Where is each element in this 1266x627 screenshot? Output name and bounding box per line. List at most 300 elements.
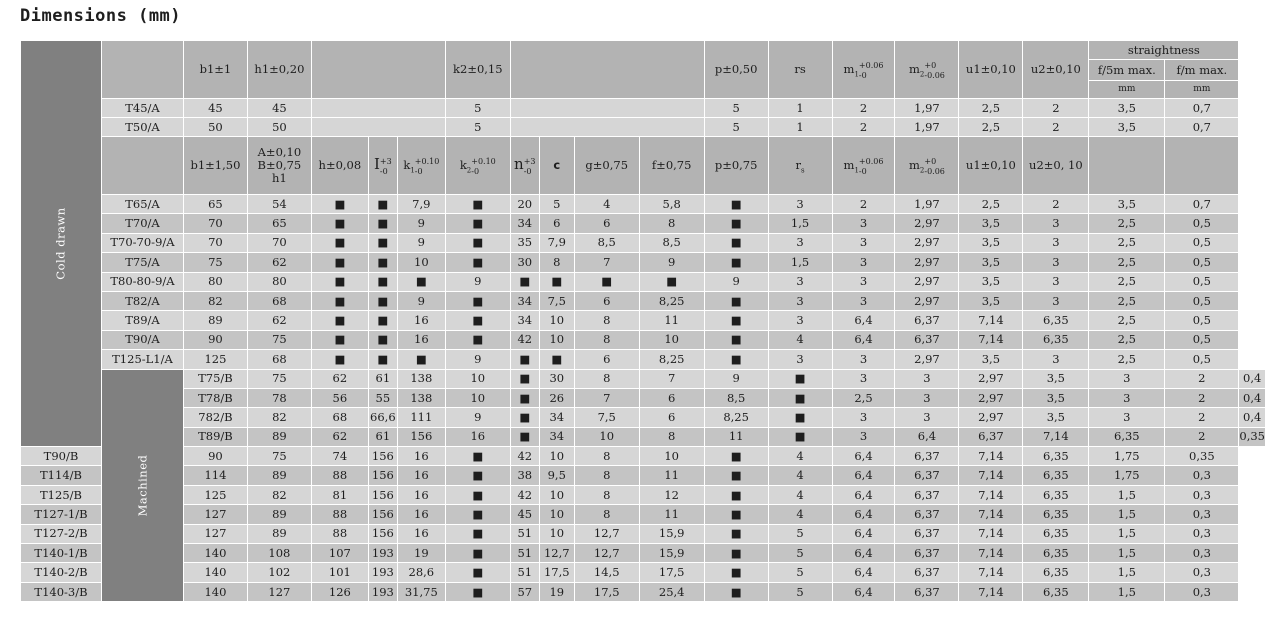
value-cell: 3,5 [1089, 118, 1165, 137]
value-cell: 114 [183, 466, 247, 485]
value-cell: ■ [311, 253, 368, 272]
value-cell: 156 [368, 466, 397, 485]
value-cell: 1,5 [1089, 544, 1165, 563]
header-g: g±0,75 [574, 137, 639, 195]
value-cell: 16 [445, 427, 510, 446]
type-cell: T75/A [101, 253, 183, 272]
table-row [21, 408, 1266, 427]
value-cell: 34 [539, 427, 574, 446]
value-cell: ■ [445, 195, 510, 214]
value-cell: 11 [639, 505, 704, 524]
header-type-2 [101, 137, 183, 195]
value-cell: 1,5 [1089, 563, 1165, 582]
value-cell: 5,8 [639, 195, 704, 214]
value-cell: 3 [768, 311, 832, 330]
value-cell: 9 [397, 233, 445, 252]
value-cell: 61 [368, 369, 397, 388]
type-cell: T125/B [21, 485, 102, 504]
value-cell: 68 [247, 350, 311, 369]
value-cell: ■ [445, 233, 510, 252]
value-cell: ■ [704, 563, 768, 582]
value-cell: 7,14 [959, 311, 1023, 330]
value-cell: 156 [368, 485, 397, 504]
type-cell: T89/A [101, 311, 183, 330]
value-cell: 2 [1165, 408, 1239, 427]
table-row [21, 505, 1266, 524]
value-cell: 6,35 [1023, 582, 1089, 601]
header-blank-2 [510, 41, 704, 99]
header-row-1 [21, 41, 1266, 60]
value-cell: ■ [704, 524, 768, 543]
value-cell: 2,97 [895, 291, 959, 310]
value-cell: 82 [183, 291, 247, 310]
value-cell: 102 [247, 563, 311, 582]
value-cell: 6,4 [832, 544, 895, 563]
k2-cell: 5 [445, 99, 510, 118]
group-machined: Machined [101, 369, 183, 602]
value-cell: 0,3 [1165, 582, 1239, 601]
type-cell: T127-2/B [21, 524, 102, 543]
value-cell: 1,97 [895, 195, 959, 214]
value-cell: ■ [368, 233, 397, 252]
value-cell: 17,5 [574, 582, 639, 601]
value-cell: ■ [768, 427, 832, 446]
value-cell: 2,97 [895, 214, 959, 233]
value-cell: 3,5 [959, 214, 1023, 233]
value-cell: 7,14 [959, 582, 1023, 601]
value-cell: 8,25 [704, 408, 768, 427]
value-cell: ■ [704, 544, 768, 563]
h1-cell: 45 [247, 99, 311, 118]
value-cell: 7,14 [959, 544, 1023, 563]
header-n: n+3 -0 [510, 137, 539, 195]
value-cell: ■ [704, 350, 768, 369]
value-cell: 6,37 [895, 524, 959, 543]
value-cell: 1,75 [1089, 447, 1165, 466]
value-cell: ■ [704, 195, 768, 214]
value-cell: 16 [397, 311, 445, 330]
table-row [21, 563, 1266, 582]
value-cell: 55 [368, 388, 397, 407]
value-cell: 0,5 [1165, 272, 1239, 291]
value-cell: 2,5 [1089, 311, 1165, 330]
value-cell: 0,7 [1165, 118, 1239, 137]
header-rs-2: $r_s$ [768, 137, 832, 195]
value-cell: 125 [183, 350, 247, 369]
value-cell: ■ [445, 505, 510, 524]
value-cell: ■ [704, 582, 768, 601]
value-cell: 16 [397, 330, 445, 349]
value-cell: 3 [1023, 214, 1089, 233]
value-cell: 0,35 [1239, 427, 1266, 446]
value-cell: ■ [311, 350, 368, 369]
value-cell: 3 [1089, 369, 1165, 388]
value-cell: 3 [832, 427, 895, 446]
table-row [21, 330, 1266, 349]
value-cell: 5 [768, 582, 832, 601]
value-cell: 74 [311, 447, 368, 466]
value-cell: 6,37 [895, 485, 959, 504]
value-cell: 10 [539, 505, 574, 524]
value-cell: 6,37 [895, 582, 959, 601]
value-cell: ■ [704, 466, 768, 485]
value-cell: ■ [704, 485, 768, 504]
value-cell: 156 [368, 447, 397, 466]
value-cell: 3,5 [959, 233, 1023, 252]
table-row [21, 253, 1266, 272]
value-cell: 1 [768, 99, 832, 118]
value-cell: 88 [311, 505, 368, 524]
blank-cell [510, 99, 704, 118]
type-cell: T89/B [183, 427, 247, 446]
type-cell: T90/B [21, 447, 102, 466]
value-cell: 3 [768, 291, 832, 310]
value-cell: 7,9 [397, 195, 445, 214]
value-cell: 6,4 [832, 563, 895, 582]
value-cell: 193 [368, 563, 397, 582]
table-row [21, 582, 1266, 601]
value-cell: 8,25 [639, 291, 704, 310]
value-cell: 6,37 [895, 544, 959, 563]
value-cell: ■ [445, 485, 510, 504]
value-cell: 89 [247, 524, 311, 543]
value-cell: 6,35 [1023, 447, 1089, 466]
header-h: h±0,08 [311, 137, 368, 195]
value-cell: 2 [832, 99, 895, 118]
value-cell: ■ [539, 350, 574, 369]
value-cell: 6,35 [1023, 563, 1089, 582]
value-cell: ■ [311, 311, 368, 330]
value-cell: 14,5 [574, 563, 639, 582]
value-cell: 6 [539, 214, 574, 233]
type-cell: T45/A [101, 99, 183, 118]
value-cell: 127 [183, 505, 247, 524]
value-cell: 75 [247, 330, 311, 349]
value-cell: 9 [704, 369, 768, 388]
value-cell: 12 [639, 485, 704, 504]
header-u2: u2±0,10 [1023, 41, 1089, 99]
value-cell: 156 [397, 427, 445, 446]
value-cell: 2,97 [959, 408, 1023, 427]
value-cell: 5 [768, 544, 832, 563]
value-cell: 8,5 [574, 233, 639, 252]
value-cell: 2,5 [1089, 253, 1165, 272]
type-cell: 782/B [183, 408, 247, 427]
value-cell: 7,14 [959, 485, 1023, 504]
header-m1: $m_1+0.06$ -0 [832, 41, 895, 99]
value-cell: 7,14 [959, 330, 1023, 349]
value-cell: 2,97 [959, 388, 1023, 407]
value-cell: ■ [704, 311, 768, 330]
value-cell: ■ [445, 582, 510, 601]
value-cell: 140 [183, 582, 247, 601]
value-cell: 7,9 [539, 233, 574, 252]
table-row [21, 118, 1266, 137]
value-cell: 8 [639, 214, 704, 233]
value-cell: 8 [574, 369, 639, 388]
value-cell: 62 [311, 427, 368, 446]
value-cell: ■ [368, 253, 397, 272]
header-u2-2: u2±0, 10 [1023, 137, 1089, 195]
value-cell: 6,35 [1023, 330, 1089, 349]
value-cell: 70 [183, 233, 247, 252]
value-cell: 4 [768, 330, 832, 349]
header-u1-2: u1±0,10 [959, 137, 1023, 195]
b1-cell: 50 [183, 118, 247, 137]
value-cell: 2,97 [895, 350, 959, 369]
value-cell: 9 [639, 253, 704, 272]
value-cell: 15,9 [639, 544, 704, 563]
table-row [21, 447, 1266, 466]
value-cell: 6,4 [895, 427, 959, 446]
value-cell: 89 [247, 466, 311, 485]
value-cell: 6 [639, 408, 704, 427]
value-cell: 3,5 [959, 291, 1023, 310]
value-cell: 38 [510, 466, 539, 485]
value-cell: 9 [704, 272, 768, 291]
value-cell: 62 [247, 311, 311, 330]
table-row [21, 544, 1266, 563]
value-cell: 42 [510, 447, 539, 466]
value-cell: 35 [510, 233, 539, 252]
value-cell: 7,14 [959, 466, 1023, 485]
value-cell: 127 [247, 582, 311, 601]
value-cell: 80 [247, 272, 311, 291]
table-row [21, 524, 1266, 543]
value-cell: 0,3 [1165, 544, 1239, 563]
table-row [21, 214, 1266, 233]
dimensions-table [20, 40, 1266, 602]
value-cell: 11 [639, 466, 704, 485]
value-cell: 75 [183, 253, 247, 272]
header-k2: k2±0,15 [445, 41, 510, 99]
value-cell: 16 [397, 485, 445, 504]
value-cell: 0,4 [1239, 408, 1266, 427]
value-cell: 9 [445, 350, 510, 369]
value-cell: 2,5 [832, 388, 895, 407]
value-cell: 70 [183, 214, 247, 233]
value-cell: 10 [539, 447, 574, 466]
header-k1: $k_1+0.10$ -0 [397, 137, 445, 195]
value-cell: 7,14 [959, 505, 1023, 524]
value-cell: 3 [832, 214, 895, 233]
value-cell: 3,5 [959, 272, 1023, 291]
table-row [21, 272, 1266, 291]
value-cell: ■ [768, 408, 832, 427]
value-cell: 138 [397, 369, 445, 388]
value-cell: 51 [510, 563, 539, 582]
value-cell: 140 [183, 544, 247, 563]
type-cell: T65/A [101, 195, 183, 214]
value-cell: 1,5 [1089, 524, 1165, 543]
table-row [21, 466, 1266, 485]
value-cell: 6,37 [895, 447, 959, 466]
value-cell: 8 [539, 253, 574, 272]
value-cell: 8 [639, 427, 704, 446]
value-cell: 15,9 [639, 524, 704, 543]
value-cell: 4 [768, 466, 832, 485]
value-cell: 101 [311, 563, 368, 582]
header-mm-2: mm [1165, 81, 1239, 99]
value-cell: 3 [832, 350, 895, 369]
value-cell: ■ [311, 214, 368, 233]
value-cell: ■ [768, 369, 832, 388]
value-cell: 10 [539, 330, 574, 349]
value-cell: 75 [247, 447, 311, 466]
value-cell: 3 [1023, 272, 1089, 291]
value-cell: ■ [445, 330, 510, 349]
value-cell: 62 [311, 369, 368, 388]
value-cell: 138 [397, 388, 445, 407]
value-cell: 3 [1023, 233, 1089, 252]
value-cell: 9 [445, 408, 510, 427]
value-cell: 1,5 [1089, 582, 1165, 601]
value-cell: 3 [832, 408, 895, 427]
value-cell: 3 [1023, 291, 1089, 310]
value-cell: 54 [247, 195, 311, 214]
value-cell: 3 [895, 369, 959, 388]
value-cell: 19 [539, 582, 574, 601]
table-row [21, 233, 1266, 252]
value-cell: ■ [704, 214, 768, 233]
table-row [21, 369, 1266, 388]
value-cell: 1,5 [768, 214, 832, 233]
value-cell: ■ [311, 272, 368, 291]
value-cell: 7,5 [539, 291, 574, 310]
value-cell: 0,4 [1239, 369, 1266, 388]
value-cell: 2,5 [959, 195, 1023, 214]
value-cell: 51 [510, 544, 539, 563]
header-blank-4 [1165, 137, 1239, 195]
value-cell: ■ [368, 214, 397, 233]
value-cell: 12,7 [574, 544, 639, 563]
value-cell: 6,4 [832, 582, 895, 601]
value-cell: 6,4 [832, 505, 895, 524]
value-cell: 82 [247, 408, 311, 427]
header-m2: $m_2+0$ -0.06 [895, 41, 959, 99]
value-cell: 8 [574, 447, 639, 466]
value-cell: 42 [510, 330, 539, 349]
header-rs: rs [768, 41, 832, 99]
value-cell: 26 [539, 388, 574, 407]
value-cell: 16 [397, 505, 445, 524]
header-m2-2: $m_2+0$ -0.06 [895, 137, 959, 195]
value-cell: ■ [704, 253, 768, 272]
header-h1-2: A±0,10 B±0,75 h1 [247, 137, 311, 195]
value-cell: 6,35 [1023, 311, 1089, 330]
value-cell: 0,3 [1165, 563, 1239, 582]
value-cell: 2,5 [1089, 291, 1165, 310]
value-cell: 56 [311, 388, 368, 407]
value-cell: 12,7 [574, 524, 639, 543]
value-cell: 0,5 [1165, 311, 1239, 330]
value-cell: 2 [1165, 427, 1239, 446]
header-f5: f/5m max. [1089, 60, 1165, 81]
header-f: f±0,75 [639, 137, 704, 195]
value-cell: 2,97 [895, 272, 959, 291]
value-cell: 0,5 [1165, 233, 1239, 252]
value-cell: 5 [704, 118, 768, 137]
value-cell: 17,5 [539, 563, 574, 582]
value-cell: 34 [539, 408, 574, 427]
header-mm-1: mm [1089, 81, 1165, 99]
value-cell: 62 [247, 253, 311, 272]
value-cell: 2,97 [895, 233, 959, 252]
header-straightness: straightness [1089, 41, 1239, 60]
b1-cell: 45 [183, 99, 247, 118]
value-cell: 0,35 [1165, 447, 1239, 466]
type-cell: T70/A [101, 214, 183, 233]
table-row [21, 388, 1266, 407]
value-cell: ■ [311, 291, 368, 310]
value-cell: 8,25 [639, 350, 704, 369]
value-cell: 8 [574, 330, 639, 349]
header-u1: u1±0,10 [959, 41, 1023, 99]
value-cell: 8 [574, 485, 639, 504]
value-cell: ■ [510, 427, 539, 446]
blank-cell [311, 118, 445, 137]
value-cell: 78 [247, 388, 311, 407]
value-cell: 6,4 [832, 311, 895, 330]
value-cell: 3,5 [959, 253, 1023, 272]
type-cell: T127-1/B [21, 505, 102, 524]
header-h1: h1±0,20 [247, 41, 311, 99]
header-p-2: p±0,75 [704, 137, 768, 195]
value-cell: 108 [247, 544, 311, 563]
table-row [21, 195, 1266, 214]
value-cell: 7,14 [959, 524, 1023, 543]
value-cell: 2 [1023, 195, 1089, 214]
value-cell: 90 [183, 447, 247, 466]
value-cell: ■ [368, 195, 397, 214]
value-cell: 34 [510, 291, 539, 310]
value-cell: 19 [397, 544, 445, 563]
value-cell: ■ [510, 369, 539, 388]
value-cell: 6 [639, 388, 704, 407]
value-cell: 31,75 [397, 582, 445, 601]
value-cell: 3 [832, 291, 895, 310]
value-cell: 28,6 [397, 563, 445, 582]
value-cell: 65 [247, 214, 311, 233]
header-m1-2: $m_1+0.06$ -0 [832, 137, 895, 195]
value-cell: ■ [510, 272, 539, 291]
value-cell: 3 [768, 350, 832, 369]
value-cell: 111 [397, 408, 445, 427]
k2-cell: 5 [445, 118, 510, 137]
value-cell: 8,5 [639, 233, 704, 252]
value-cell: 2,97 [959, 369, 1023, 388]
value-cell: 20 [510, 195, 539, 214]
value-cell: 3,5 [1023, 408, 1089, 427]
value-cell: 0,7 [1165, 195, 1239, 214]
value-cell: 8,5 [704, 388, 768, 407]
value-cell: 6,4 [832, 466, 895, 485]
value-cell: 61 [368, 427, 397, 446]
value-cell: 4 [574, 195, 639, 214]
value-cell: 0,3 [1165, 485, 1239, 504]
value-cell: 10 [639, 447, 704, 466]
value-cell: 107 [311, 544, 368, 563]
type-cell: T140-1/B [21, 544, 102, 563]
value-cell: 2 [1023, 118, 1089, 137]
value-cell: 89 [247, 505, 311, 524]
value-cell: 6,35 [1023, 544, 1089, 563]
value-cell: ■ [397, 350, 445, 369]
value-cell: ■ [445, 311, 510, 330]
value-cell: 3 [1089, 408, 1165, 427]
value-cell: 3 [1023, 253, 1089, 272]
value-cell: 65 [183, 195, 247, 214]
